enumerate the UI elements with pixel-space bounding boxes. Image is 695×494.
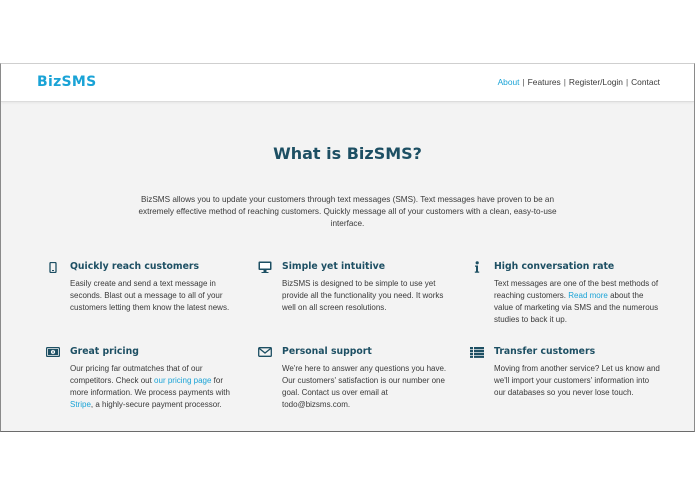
description-text: for more information. We process payments with — [70, 376, 230, 397]
feature-description: BizSMS is designed to be simple to use yet provide all the functionality you need. It works well on all screen resolutions. — [282, 279, 444, 312]
feature-description: Moving from another service? Let us know and we'll import your customers' information into our databases so you never lose touch. — [494, 364, 660, 397]
brand-logo[interactable]: BizSMS — [37, 74, 97, 90]
nav-separator: | — [563, 77, 566, 87]
feature-title: Great pricing — [70, 346, 139, 357]
feature-simple-intuitive — [282, 261, 450, 314]
feature-quickly-reach — [70, 261, 238, 314]
description-text: about the value of marketing via SMS and the numerous studies to back it up. — [494, 291, 659, 324]
read-more-link[interactable]: Read more — [568, 291, 608, 300]
navbar — [1, 64, 694, 102]
pricing-page-link[interactable]: our pricing page — [154, 376, 212, 385]
feature-description — [494, 278, 662, 326]
nav-separator: | — [625, 77, 629, 87]
feature-title: Transfer customers — [494, 346, 596, 357]
description-text: Text messages are one of the best methods of reaching customers. — [494, 279, 659, 300]
description-text: Our pricing far outmatches that of our competitors. Check out — [70, 364, 203, 385]
nav-menu — [498, 77, 660, 87]
nav-contact-link[interactable]: Contact — [631, 77, 660, 87]
nav-register-login-link[interactable]: Register/Login — [568, 77, 623, 87]
money-icon — [46, 346, 60, 358]
list-icon — [470, 346, 484, 358]
nav-features-link[interactable]: Features — [527, 77, 561, 87]
feature-title: Quickly reach customers — [70, 261, 200, 272]
envelope-icon — [258, 346, 272, 358]
stripe-link[interactable]: Stripe — [70, 400, 91, 409]
feature-personal-support — [282, 346, 450, 411]
page-frame — [0, 63, 695, 432]
feature-description: We're here to answer any questions you have. Our customers' satisfaction is our number one goal. Contact us over email at todo@bizsms.com. — [282, 364, 447, 409]
feature-description — [70, 363, 238, 411]
mobile-phone-icon — [46, 261, 60, 273]
feature-high-conversation — [494, 261, 662, 326]
intro-text: BizSMS allows you to update your customers through text messages (SMS). Text messages have proven to be an extremely effective method of reaching customers. Quickly message all of your customers with a clean, easy-to-use interface. — [138, 195, 557, 228]
nav-about-link[interactable]: About — [497, 77, 520, 87]
feature-transfer-customers — [494, 346, 662, 399]
feature-title: Personal support — [282, 346, 372, 357]
feature-title: Simple yet intuitive — [282, 261, 386, 272]
nav-separator: | — [522, 77, 525, 87]
feature-description: Easily create and send a text message in seconds. Blast out a message to all of your customers letting them know the latest news. — [70, 279, 230, 312]
info-icon — [470, 261, 484, 273]
description-text: , a highly-secure payment processor. — [90, 400, 222, 409]
feature-title: High conversation rate — [494, 261, 615, 272]
feature-great-pricing — [70, 346, 238, 411]
monitor-icon — [258, 261, 272, 273]
page-heading: What is BizSMS? — [273, 144, 422, 163]
